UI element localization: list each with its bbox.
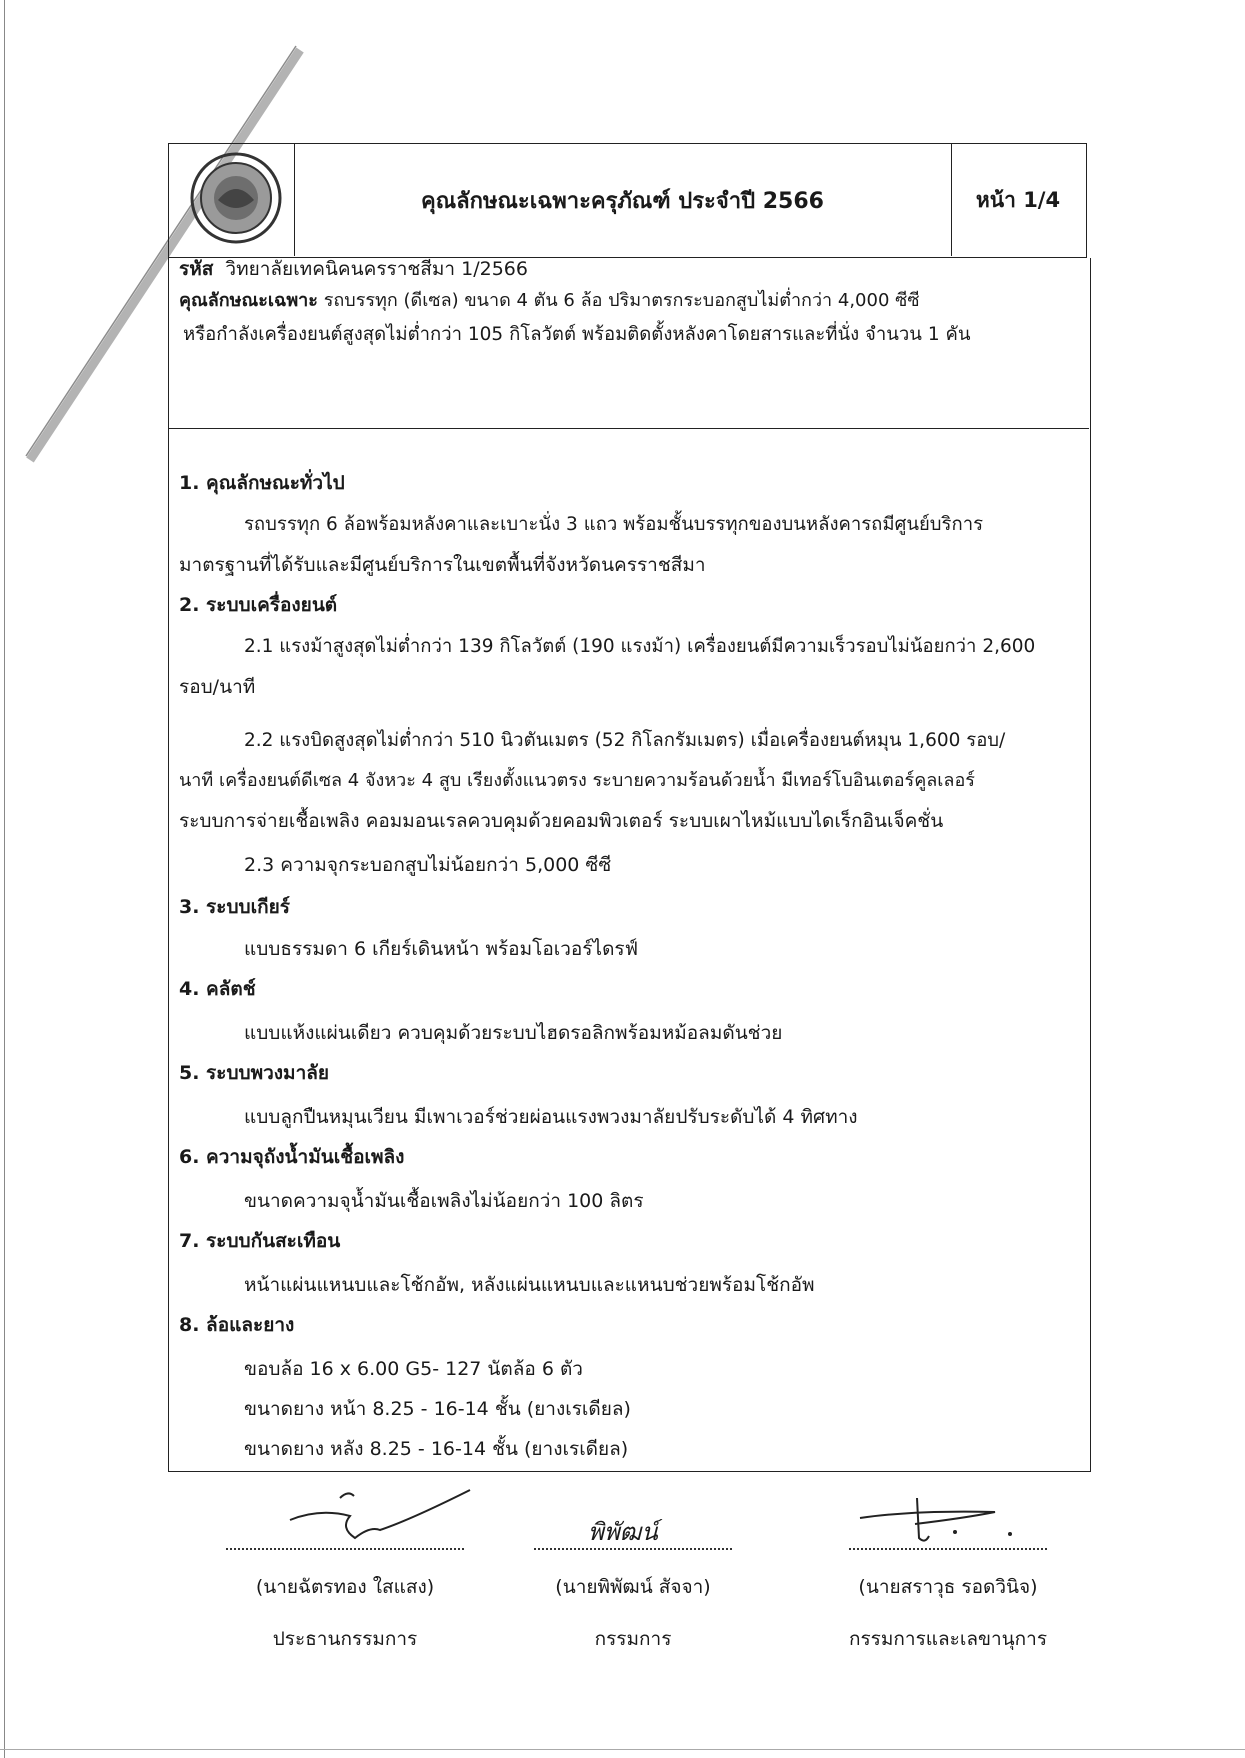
document-title: คุณลักษณะเฉพาะครุภัณฑ์ ประจำปี 2566	[421, 188, 824, 214]
signature-line	[226, 1548, 464, 1550]
signature-line	[849, 1548, 1047, 1550]
section-8-line-1: ขอบล้อ 16 x 6.00 G5- 127 นัตล้อ 6 ตัว	[244, 1358, 583, 1380]
section-8-line-3: ขนาดยาง หลัง 8.25 - 16-14 ชั้น (ยางเรเดียล)	[244, 1438, 629, 1460]
signer-role: กรรมการ	[594, 1628, 672, 1650]
section-8-title: 8. ล้อและยาง	[179, 1314, 295, 1336]
section-2-1-line-2: รอบ/นาที	[179, 676, 256, 698]
section-3-line: แบบธรรมดา 6 เกียร์เดินหน้า พร้อมโอเวอร์ไดรฟ์	[244, 938, 639, 960]
code-line	[179, 256, 528, 282]
section-4-title: 4. คลัตช์	[179, 978, 256, 1000]
spec-line-1-text: รถบรรทุก (ดีเซล) ขนาด 4 ตัน 6 ล้อ ปริมาตรกระบอกสูบไม่ต่ำกว่า 4,000 ซีซี	[323, 290, 920, 311]
signer-role: ประธานกรรมการ	[272, 1628, 418, 1650]
section-2-2-line-1: 2.2 แรงบิดสูงสุดไม่ต่ำกว่า 510 นิวตันเมตร (52 กิโลกรัมเมตร) เมื่อเครื่องยนต์หมุน 1,600 รอบ/	[244, 730, 1006, 751]
signature-mark-1	[280, 1480, 480, 1550]
section-6-title: 6. ความจุถังน้ำมันเชื้อเพลิง	[179, 1146, 405, 1168]
section-1-line-2: มาตรฐานที่ได้รับและมีศูนย์บริการในเขตพื้นที่จังหวัดนครราชสีมา	[179, 554, 706, 576]
college-seal-icon	[188, 150, 284, 246]
logo-cell	[169, 144, 295, 256]
signature-line	[534, 1548, 732, 1550]
section-6-line: ขนาดความจุน้ำมันเชื้อเพลิงไม่น้อยกว่า 100 ลิตร	[244, 1190, 644, 1212]
spec-body	[168, 258, 1091, 1472]
signature-mark-3	[855, 1490, 1035, 1550]
header-table	[168, 143, 1087, 258]
signature-block-member	[503, 1548, 763, 1654]
signer-name: (นายฉัตรทอง ใสแสง)	[255, 1576, 435, 1598]
section-2-title: 2. ระบบเครื่องยนต์	[179, 594, 338, 616]
signer-name: (นายพิพัฒน์ สัจจา)	[555, 1576, 711, 1598]
signature-mark-2: พิพัฒน์	[588, 1518, 658, 1546]
signature-block-chair	[215, 1548, 475, 1654]
title-cell	[294, 144, 952, 256]
page-bottom-line	[0, 1749, 1245, 1750]
section-2-2-line-2: นาที เครื่องยนต์ดีเซล 4 จังหวะ 4 สูบ เรียงตั้งแนวตรง ระบายความร้อนด้วยน้ำ มีเทอร์โบอินเตอร์คูลเลอร์	[179, 770, 975, 791]
section-7-title: 7. ระบบกันสะเทือน	[179, 1230, 341, 1252]
section-1-title: 1. คุณลักษณะทั่วไป	[179, 472, 345, 494]
section-2-3: 2.3 ความจุกระบอกสูบไม่น้อยกว่า 5,000 ซีซี	[244, 854, 612, 876]
code-value: วิทยาลัยเทคนิคนครราชสีมา 1/2566	[225, 258, 528, 280]
section-8-line-2: ขนาดยาง หน้า 8.25 - 16-14 ชั้น (ยางเรเดียล)	[244, 1398, 631, 1420]
section-3-title: 3. ระบบเกียร์	[179, 896, 290, 918]
section-7-line: หน้าแผ่นแหนบและโช้กอัพ, หลังแผ่นแหนบและแหนบช่วยพร้อมโช้กอัพ	[244, 1274, 815, 1296]
spec-label: คุณลักษณะเฉพาะ	[179, 290, 318, 311]
page-number: หน้า 1/4	[975, 187, 1061, 212]
spec-line-1	[179, 288, 920, 314]
spec-header	[169, 258, 1089, 429]
signer-name: (นายสราวุธ รอดวินิจ)	[858, 1576, 1038, 1598]
section-5-line: แบบลูกปืนหมุนเวียน มีเพาเวอร์ช่วยผ่อนแรงพวงมาลัยปรับระดับได้ 4 ทิศทาง	[244, 1106, 858, 1128]
spec-line-2: หรือกำลังเครื่องยนต์สูงสุดไม่ต่ำกว่า 105 กิโลวัตต์ พร้อมติดตั้งหลังคาโดยสารและที่นั่ง จำนวน 1 คัน	[183, 324, 971, 345]
signature-block-secretary	[818, 1548, 1078, 1654]
signer-role: กรรมการและเลขานุการ	[848, 1628, 1048, 1650]
section-1-line-1: รถบรรทุก 6 ล้อพร้อมหลังคาและเบาะนั่ง 3 แถว พร้อมชั้นบรรทุกของบนหลังคารถมีศูนย์บริการ	[244, 514, 984, 535]
section-4-line: แบบแห้งแผ่นเดียว ควบคุมด้วยระบบไฮดรอลิกพร้อมหม้อลมดันช่วย	[244, 1022, 783, 1044]
section-2-1-line-1: 2.1 แรงม้าสูงสุดไม่ต่ำกว่า 139 กิโลวัตต์ (190 แรงม้า) เครื่องยนต์มีความเร็วรอบไม่น้อยกว่า 2,600	[244, 636, 1036, 657]
code-label: รหัส	[179, 258, 214, 280]
section-5-title: 5. ระบบพวงมาลัย	[179, 1062, 330, 1084]
section-2-2-line-3: ระบบการจ่ายเชื้อเพลิง คอมมอนเรลควบคุมด้วยคอมพิวเตอร์ ระบบเผาไหม้แบบไดเร็กอินเจ็คชั่น	[179, 810, 944, 832]
page-number-cell	[951, 144, 1085, 256]
